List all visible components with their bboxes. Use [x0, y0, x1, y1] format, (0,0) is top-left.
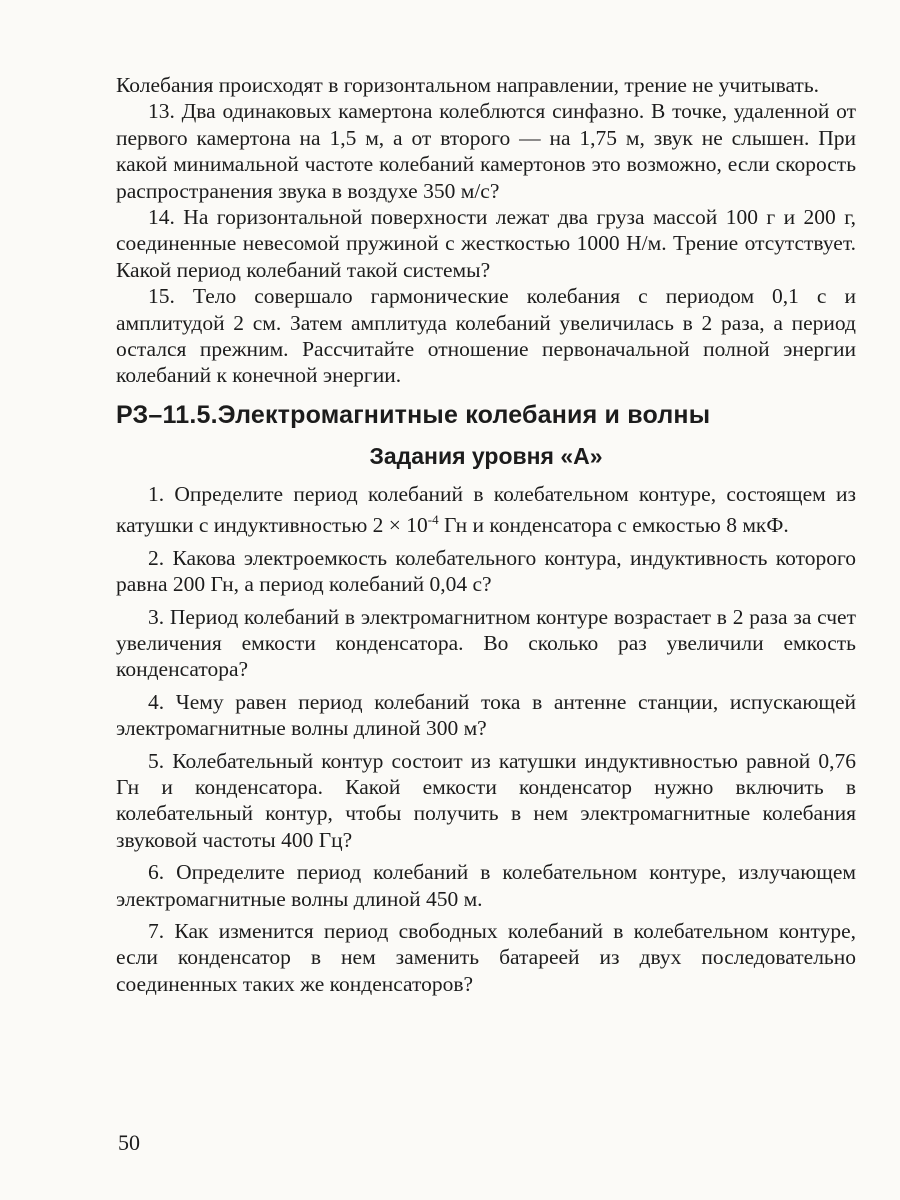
intro-paragraph: Колебания происходят в горизонтальном направлении, трение не учитывать. — [116, 73, 820, 97]
page-number: 50 — [118, 1130, 140, 1155]
problem-1-text-after: Гн и конденсатора с емкостью 8 мкФ. — [438, 513, 789, 538]
problem-14: 14. На горизонтальной поверхности лежат два груза массой 100 г и 200 г, соединенные невесомой пружиной с жесткостью 1000 Н/м. Трение отсутствует. Какой период колебаний такой системы? — [116, 205, 856, 282]
problem-3: 3. Период колебаний в электромагнитном контуре возрастает в 2 раза за счет увеличения емкости конденсатора. Во сколько раз увеличили емкость конденсатора? — [116, 604, 856, 682]
problem-5: 5. Колебательный контур состоит из катушки индуктивностью равной 0,76 Гн и конденсатора. Какой емкости конденсатор нужно включить в колебательный контур, чтобы получить в нем электромагнитные колебания звуковой частоты 400 Гц? — [116, 748, 856, 852]
problem-6: 6. Определите период колебаний в колебательном контуре, излучающем электромагнитные волны длиной 450 м. — [116, 860, 856, 911]
problem-7: 7. Как изменится период свободных колебаний в колебательном контуре, если конденсатор в нем заменить батареей из двух последовательно соединенных таких же конденсаторов? — [116, 918, 856, 996]
problem-1 — [116, 481, 856, 539]
problem-1-exponent: -4 — [427, 512, 439, 528]
problem-4: 4. Чему равен период колебаний тока в антенне станции, испускающей электромагнитные волны длиной 300 м? — [116, 689, 856, 741]
section-subheading: Задания уровня «А» — [369, 442, 603, 469]
section-title: РЗ–11.5.Электромагнитные колебания и волны — [116, 400, 711, 429]
problem-13: 13. Два одинаковых камертона колеблются синфазно. В точке, удаленной от первого камертона на 1,5 м, а от второго — на 1,75 м, звук не слышен. При какой минимальной частоте колебаний камертонов это возможно, если скорость распространения звука в воздухе 350 м/с? — [116, 99, 856, 203]
page-content — [116, 72, 856, 997]
problem-2: 2. Какова электроемкость колебательного контура, индуктивность которого равна 200 Гн, а период колебаний 0,04 с? — [116, 545, 856, 597]
problem-1-text-before: 1. Определите период колебаний в колебательном контуре, состоящем из катушки с индуктивностью 2 × 10 — [116, 481, 856, 538]
problem-15: 15. Тело совершало гармонические колебания с периодом 0,1 с и амплитудой 2 см. Затем амплитуда колебаний увеличилась в 2 раза, а период остался прежним. Рассчитайте отношение первоначальной полной энергии колебаний к конечной энергии. — [116, 284, 856, 388]
